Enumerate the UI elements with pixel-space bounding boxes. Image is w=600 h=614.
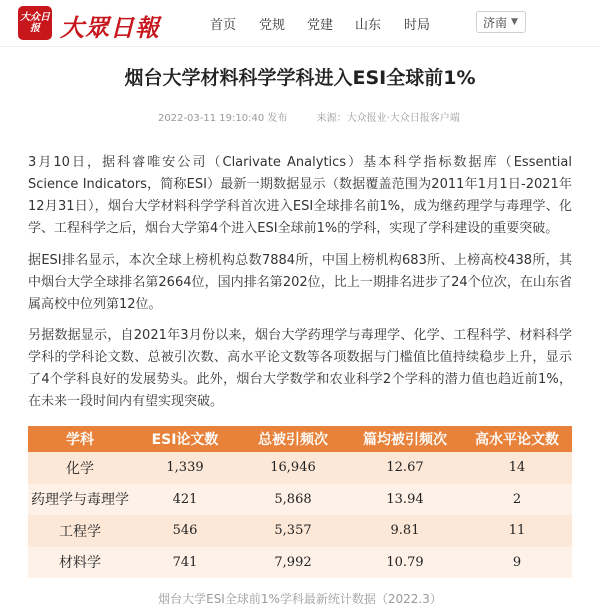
table-cell: 材料学 bbox=[28, 547, 132, 579]
table-cell: 9.81 bbox=[348, 515, 462, 547]
table-row bbox=[28, 484, 572, 516]
table-row bbox=[28, 452, 572, 484]
article-source: 来源：大众报业·大众日报客户端 bbox=[316, 113, 460, 124]
column-header: ESI论文数 bbox=[132, 426, 238, 452]
publish-datetime: 2022-03-11 19:10:40 发布 bbox=[158, 113, 288, 124]
region-select[interactable] bbox=[476, 11, 526, 33]
table-row bbox=[28, 547, 572, 579]
table-cell: 9 bbox=[462, 547, 572, 579]
table-cell: 741 bbox=[132, 547, 238, 579]
column-header: 篇均被引频次 bbox=[348, 426, 462, 452]
nav-item-current-affairs[interactable]: 时局 bbox=[404, 18, 431, 33]
table-caption: 烟台大学ESI全球前1%学科最新统计数据（2022.3） bbox=[158, 592, 442, 606]
column-header: 总被引频次 bbox=[238, 426, 348, 452]
table-cell: 化学 bbox=[28, 452, 132, 484]
table-cell: 13.94 bbox=[348, 484, 462, 516]
article-title: 烟台大学材料科学学科进入ESI全球前1% bbox=[124, 67, 476, 89]
nav-item-party-rules[interactable]: 党规 bbox=[259, 18, 286, 33]
table-row bbox=[28, 515, 572, 547]
table-cell: 16,946 bbox=[238, 452, 348, 484]
logo-badge-text: 大众日报 bbox=[20, 12, 50, 34]
article-paragraph: 另据数据显示，自2021年3月份以来，烟台大学药理学与毒理学、化学、工程科学、材料科学学科的学科论文数、总被引次数、高水平论文数等各项数据与门槛值比值持续稳步上升，显示了4个学科良好的发展势头。此外，烟台大学数学和农业科学2个学科的潜力值也趋近前1%，在未来一段时间内有望实现突破。 bbox=[28, 328, 572, 409]
table-cell: 5,868 bbox=[238, 484, 348, 516]
table-cell: 10.79 bbox=[348, 547, 462, 579]
table-cell: 1,339 bbox=[132, 452, 238, 484]
table-cell: 5,357 bbox=[238, 515, 348, 547]
nav-item-party-building[interactable]: 党建 bbox=[307, 18, 334, 33]
column-header: 学科 bbox=[28, 426, 132, 452]
table-cell: 421 bbox=[132, 484, 238, 516]
chevron-down-icon: ▼ bbox=[511, 17, 518, 27]
table-cell: 7,992 bbox=[238, 547, 348, 579]
table-cell: 12.67 bbox=[348, 452, 462, 484]
table-cell: 药理学与毒理学 bbox=[28, 484, 132, 516]
site-header bbox=[0, 0, 600, 47]
region-label: 济南 bbox=[483, 15, 508, 30]
column-header: 高水平论文数 bbox=[462, 426, 572, 452]
table-cell: 14 bbox=[462, 452, 572, 484]
table-cell: 工程学 bbox=[28, 515, 132, 547]
article-paragraph: 3月10日，据科睿唯安公司（Clarivate Analytics）基本科学指标数据库（Essential Science Indicators，简称ESI）最新一期数据显示（数据覆盖范围为2011年1月1日-2021年12月31日），烟台大学材料科学学科首次进入ESI全球排名前1%，成为继药理学与毒理学、化学、工程科学之后，烟台大学第4个进入ESI全球前1%的学科，实现了学科建设的重要突破。 bbox=[28, 155, 572, 236]
table-cell: 546 bbox=[132, 515, 238, 547]
article-paragraph: 据ESI排名显示，本次全球上榜机构总数7884所，中国上榜机构683所、上榜高校438所，其中烟台大学全球排名第2664位，国内排名第202位，比上一期排名进步了24个位次，在山东省属高校中位列第12位。 bbox=[28, 253, 572, 312]
nav-item-home[interactable]: 首页 bbox=[210, 18, 237, 33]
table-cell: 2 bbox=[462, 484, 572, 516]
esi-stats-table bbox=[28, 426, 572, 578]
site-logo[interactable]: 大眾日報 bbox=[60, 13, 160, 42]
nav-item-shandong[interactable]: 山东 bbox=[355, 18, 382, 33]
table-cell: 11 bbox=[462, 515, 572, 547]
logo-icon[interactable] bbox=[18, 6, 52, 40]
table-header-row bbox=[28, 426, 572, 452]
article-meta bbox=[158, 109, 460, 124]
